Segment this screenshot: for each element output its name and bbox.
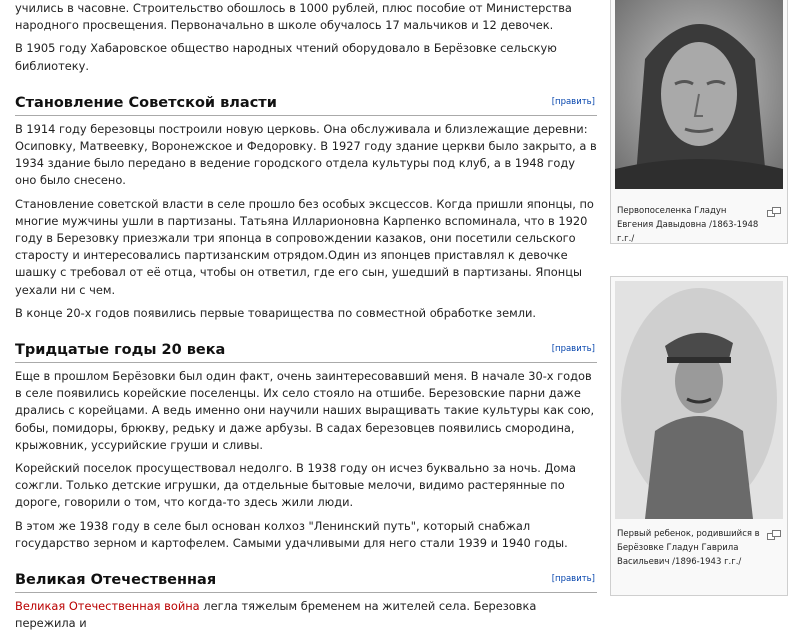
section-heading — [15, 91, 597, 116]
section-heading — [15, 568, 597, 593]
image-caption: Первопоселенка Гладун Евгения Давыдовна /1863-1948 г.г./ — [617, 206, 759, 244]
magnify-icon[interactable] — [767, 530, 781, 540]
thumbnail-frame — [610, 0, 788, 244]
paragraph: В 1914 году березовцы построили новую церковь. Она обслуживала и близлежащие деревни: Осиповку, Матвеевку, Воронежское и Федоровку. В 1927 году здание церкви было закрыто, а в 1934 здание было передано в ведение городского отдела культуры под клуб, а в 1948 году оно было снесено. — [15, 121, 597, 188]
paragraph: Корейский поселок просуществовал недолго. В 1938 году он исчез буквально за ночь. Дома сожгли. Только детские игрушки, да отдельные бытовые мелочи, видимо растерянные по дороге, говорили о том, что когда-то здесь жили люди. — [15, 461, 576, 510]
section-title-thirties: Тридцатые годы 20 века — [15, 342, 226, 359]
war-article-link[interactable]: Великая Отечественная война — [15, 599, 200, 614]
edit-section-link[interactable]: [править] — [551, 344, 595, 355]
portrait-photo-soldier[interactable] — [615, 281, 783, 519]
edit-section-link[interactable]: [править] — [551, 96, 595, 107]
paragraph: В конце 20-х годов появились первые товарищества по совместной обработке земли. — [15, 305, 536, 320]
section-title-great-patriotic: Великая Отечественная — [15, 572, 217, 589]
section-title-soviet-power: Становление Советской власти — [15, 94, 277, 111]
intro-paragraph-2: В 1905 году Хабаровское общество народных чтений оборудовало в Берёзовке сельскую библиотеку. — [15, 41, 557, 73]
paragraph: В этом же 1938 году в селе был основан колхоз "Ленинский путь", который снабжал государство зерном и картофелем. Самыми удачливыми для него стали 1939 и 1940 годы. — [15, 518, 568, 550]
paragraph: Становление советской власти в селе прошло без особых эксцессов. Когда пришли японцы, по многие мужчины ушли в партизаны. Татьяна Илларионовна Карпенко вспоминала, что в 1920 году в Березовку приезжали три японца в сопровождении казаков, они посетили сельского старосту и интересовались партизанским отрядом.Один из японцев приставлял к девочке шашку с требовал от её отца, чтобы он ответил, где его сын, ушедший в партизаны. Японцы уехали ни с чем. — [15, 196, 594, 297]
thumbnail-frame — [610, 276, 788, 596]
edit-section-link[interactable]: [править] — [551, 574, 595, 585]
magnify-icon[interactable] — [767, 207, 781, 217]
paragraph: Еще в прошлом Берёзовки был один факт, очень заинтересовавший меня. В начале 30-х годов в селе появились корейские поселенцы. Их село стояло на отшибе. Березовские парни даже дрались с корейцами. А ведь именно они научили наших выращивать такие культуры как сою, бобы, помидоры, брюкву, редьку и даже арбузы. В садах березовцев появились смородина, крыжовник, уссурийские груши и сливы. — [15, 369, 595, 452]
section-heading — [15, 338, 597, 363]
paragraph-text: легла тяжелым бременем на жителей села. Березовка пережила и — [15, 599, 537, 631]
intro-paragraph-1: учились в часовне. Строительство обошлось в 1000 рублей, плюс пособие от Министерства народного просвещения. Первоначально в школе обучалось 17 мальчиков и 12 девочек. — [15, 1, 572, 33]
article-content — [15, 0, 597, 631]
image-caption: Первый ребенок, родившийся в Берёзовке Гладун Гаврила Васильевич /1896-1943 г.г./ — [617, 529, 760, 567]
paragraph — [15, 598, 597, 632]
portrait-photo-woman[interactable] — [615, 0, 783, 189]
image-sidebar — [598, 0, 800, 600]
